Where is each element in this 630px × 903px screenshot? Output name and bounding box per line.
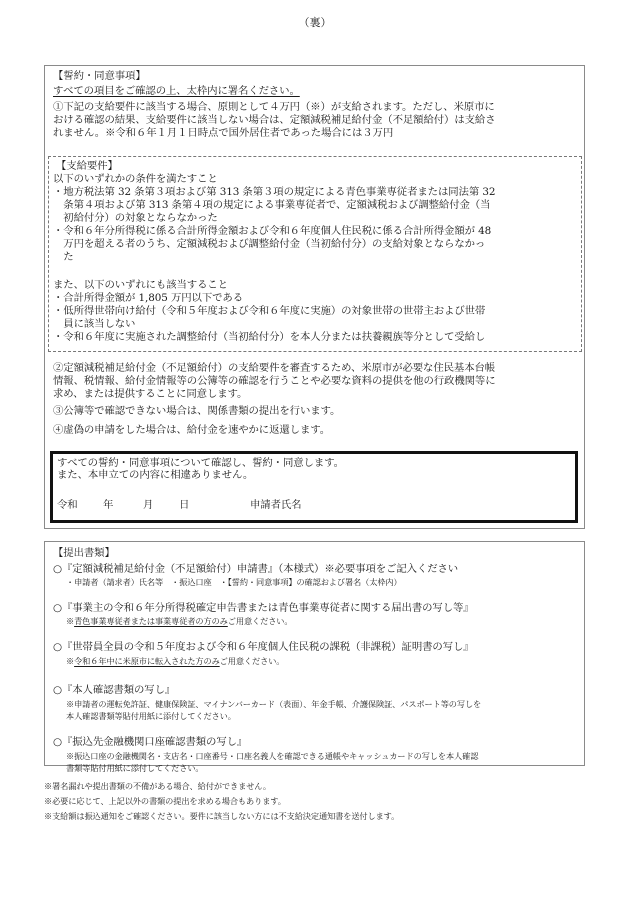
oath-item-3: ③公簿等で確認できない場合は、関係書類の提出を行います。 xyxy=(53,405,341,417)
document-item-note: ※振込口座の金融機関名・支店名・口座番号・口座名義人を確認できる通帳やキャッシュカードの写しを本人確認 xyxy=(66,751,479,761)
oath-item-1-line: ①下記の支給要件に該当する場合、原則として４万円（※）が支給されます。ただし、米原市に xyxy=(53,101,495,113)
signature-statement: すべての誓約・同意事項について確認し、誓約・同意します。 xyxy=(57,457,344,469)
requirement-line: ・令和６年分所得税に係る合計所得金額および令和６年度個人住民税に係る合計所得金額が 48 xyxy=(53,225,492,237)
oath-item-2-line: ②定額減税補足給付金（不足額給付）の支給要件を審査するため、米原市が必要な住民基本台帳 xyxy=(53,362,496,374)
note-emphasis: 青色事業専従者または事業専従者の方のみ xyxy=(74,616,228,626)
requirements-intro: 以下のいずれかの条件を満たすこと xyxy=(53,173,218,185)
oath-item-1-line: おける確認の結果、支給要件に該当しない場合は、定額減税補足給付金（不足額給付）は支給さ xyxy=(53,114,496,126)
signature-statement: また、本申立ての内容に相違ありません。 xyxy=(57,469,254,481)
requirement-line: ・低所得世帯向け給付（令和５年度および令和６年度に実施）の対象世帯の世帯主および世帯 xyxy=(53,305,486,317)
requirements-intro: また、以下のいずれにも該当すること xyxy=(53,279,228,291)
oath-item-2-line: 求め、または提供することに同意します。 xyxy=(53,388,248,400)
document-item-note xyxy=(66,656,284,667)
footnote: ※署名漏れや提出書類の不備がある場合、給付ができません。 xyxy=(44,781,271,791)
note-suffix: ご用意ください。 xyxy=(219,656,285,666)
document-item-title: ○『本人確認書類の写し』 xyxy=(53,684,176,696)
oath-item-2-line: 情報、税情報、給付金情報等の公簿等の確認を行うことや必要な資料の提供を他の行政機関等に xyxy=(53,375,496,387)
requirements-heading: 【支給要件】 xyxy=(56,160,118,172)
requirement-line: 初給付分）の対象とならなかった xyxy=(53,212,218,224)
page-side-label: （裏） xyxy=(298,16,332,29)
requirement-line: た xyxy=(53,251,74,263)
applicant-name-label: 申請者氏名 xyxy=(250,499,302,511)
oath-heading: 【誓約・同意事項】 xyxy=(53,70,146,82)
requirement-line: ・令和６年度に実施された調整給付（当初給付分）を本人分または扶養親族等分として受給し xyxy=(53,331,486,343)
document-item-note: ※申請者の運転免許証、健康保険証、マイナンバーカード（表面）、年金手帳、介護保険証、パスポート等の写しを xyxy=(66,699,482,709)
day-label: 日 xyxy=(179,499,190,511)
document-item-note: 書類等貼付用紙に添付してください。 xyxy=(66,763,204,773)
document-item-note: 本人確認書類等貼付用紙に添付してください。 xyxy=(66,711,236,721)
year-label: 年 xyxy=(103,499,114,511)
month-field[interactable] xyxy=(118,499,142,512)
month-label: 月 xyxy=(143,499,154,511)
oath-item-4: ④虚偽の申請をした場合は、給付金を速やかに返還します。 xyxy=(53,424,331,436)
footnote: ※支給額は振込通知をご確認ください。要件に該当しない方には不支給決定通知書を送付します。 xyxy=(44,811,400,821)
day-field[interactable] xyxy=(158,499,178,512)
document-item-title: ○『事業主の令和６年分所得税確定申告書または青色事業専従者に関する届出書の写し等』 xyxy=(53,602,474,614)
note-suffix: ご用意ください。 xyxy=(227,616,293,626)
year-field[interactable] xyxy=(82,499,102,512)
oath-item-1-line: れません。※令和６年１月１日時点で国外居住者であった場合には３万円 xyxy=(53,127,394,139)
document-item-title: ○『定額減税補足給付金（不足額給付）申請書』（本様式）※必要事項をご記入ください xyxy=(53,563,459,575)
requirement-line: 条第４項および第 313 条第４項の規定による事業専従者で、定額減税および調整給付金（当 xyxy=(53,199,491,211)
document-item-title: ○『振込先金融機関口座確認書類の写し』 xyxy=(53,736,248,748)
document-item-note: ・申請者（請求者）氏名等 ・振込口座 ・【誓約・同意事項】の確認および署名（太枠内） xyxy=(66,577,402,587)
document-item-note xyxy=(66,616,292,627)
requirement-line: 員に該当しない xyxy=(53,318,136,330)
era-label: 令和 xyxy=(57,499,78,511)
note-prefix: ※ xyxy=(66,616,75,626)
requirement-line: 万円を超える者のうち、定額減税および調整給付金（当初給付分）の支給対象とならなかっ xyxy=(53,238,486,250)
requirement-line: ・地方税法第 32 条第３項および第 313 条第３項の規定による青色事業専従者または同法第 32 xyxy=(53,186,496,198)
footnote: ※必要に応じて、上記以外の書類の提出を求める場合もあります。 xyxy=(44,796,286,806)
requirement-line: ・合計所得金額が 1,805 万円以下である xyxy=(53,292,244,304)
applicant-name-field[interactable] xyxy=(310,497,570,513)
note-emphasis: 令和６年中に米原市に転入された方のみ xyxy=(74,656,220,666)
oath-instruction: すべての項目をご確認の上、太枠内に署名ください。 xyxy=(53,85,300,97)
note-prefix: ※ xyxy=(66,656,75,666)
documents-heading: 【提出書類】 xyxy=(53,547,115,559)
document-item-title: ○『世帯員全員の令和５年度および令和６年度個人住民税の課税（非課税）証明書の写し』 xyxy=(53,641,474,653)
